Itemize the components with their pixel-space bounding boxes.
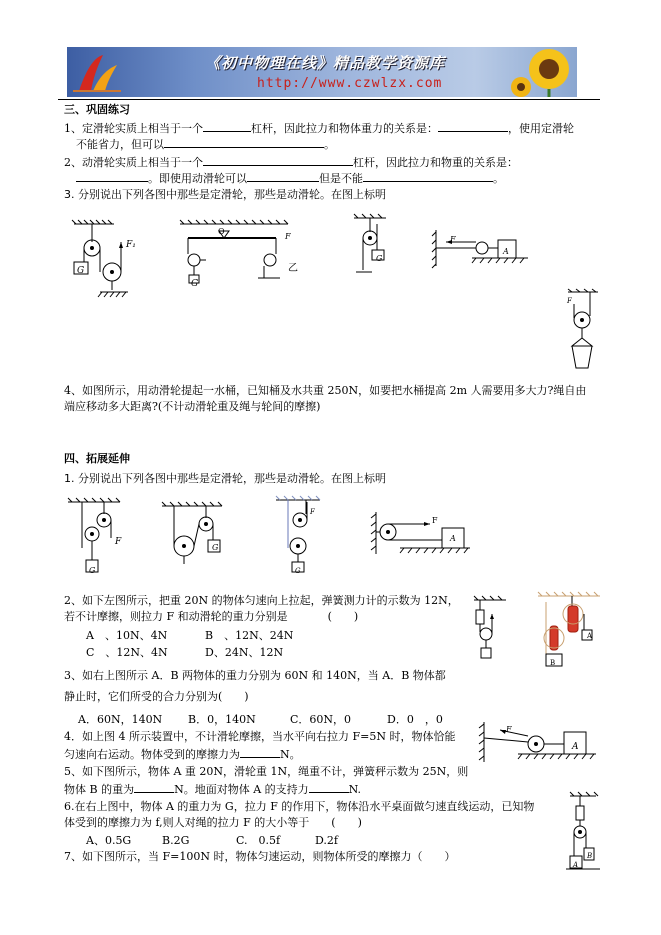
s4-q3-line1: 3、如右上图所示 A．B 两物体的重力分别为 60N 和 140N，当 A．B 物体都 <box>64 669 446 682</box>
s4-figure-2 <box>162 502 232 572</box>
s4-q3-optA: A．60N，140N <box>78 713 163 726</box>
s3-fig1-F1: F₁ <box>126 240 136 250</box>
s3-figure-1 <box>68 220 148 300</box>
s4-q6-line2: 体受到的摩擦力为 f,则人对绳的拉力 F 的大小等于 ( ) <box>64 816 362 829</box>
s3-fig2-yi: 乙 <box>288 263 298 274</box>
s4-q5-line1: 5、如下图所示，物体 A 重 20N，滑轮重 1N，绳重不计，弹簧秤示数为 25N，则 <box>64 765 469 778</box>
s3-q3: 3. 分别说出下列各图中那些是定滑轮，那些是动滑轮。在图上标明 <box>64 188 386 201</box>
header-rule <box>58 99 600 100</box>
q7-pulley-figure <box>566 792 602 872</box>
s4-q2-optB: B 、12N、24N <box>205 629 294 642</box>
ab-fig-B: B <box>550 659 556 667</box>
s4-fig4-A: A <box>450 534 456 543</box>
banner <box>67 47 577 97</box>
s3-figure-4 <box>432 230 532 270</box>
s4-figure-3 <box>276 496 326 576</box>
s3-q2-line1: 2、动滑轮实质上相当于一个 杠杆，因此拉力和物重的关系是： <box>64 156 518 169</box>
s3-fig2-F: F <box>285 232 291 241</box>
s4-q3-optC: C．60N，0 <box>290 713 352 726</box>
s4-q6-optC: C. 0.5f <box>236 834 281 847</box>
s4-q3-optB: B．0，140N <box>188 713 256 726</box>
banner-url[interactable]: http://www.czwlzx.com <box>257 76 443 91</box>
s3-fig3-G: G <box>376 254 383 263</box>
s4-q4-line1: 4．如上图 4 所示装置中，不计滑轮摩擦，当水平向右拉力 F=5N 时，物体恰能 <box>64 730 456 743</box>
fig4-friction-figure <box>478 722 598 767</box>
s4-q6-line1: 6.在右上图中，物体 A 的重力为 G，拉力 F 的作用下，物体沿水平桌面做匀速直线运动，已知物 <box>64 800 535 813</box>
ab-pulley-figure <box>536 592 606 672</box>
s4-fig4-F: F <box>432 516 438 525</box>
s4-fig3-F: F <box>310 508 315 516</box>
bucket-fig-F: F <box>567 297 572 305</box>
s3-fig1-G: G <box>77 266 85 276</box>
s3-fig2-O: O <box>218 227 225 236</box>
s4-fig2-G: G <box>212 543 219 552</box>
section4-heading: 四、拓展延伸 <box>64 452 130 465</box>
s4-q2-optC: C 、12N、4N <box>86 646 168 659</box>
s3-q4-line1: 4、如图所示，用动滑轮提起一水桶，已知桶及水共重 250N，如要把水桶提高 2m 人需要用多大力?绳自由 <box>64 384 587 397</box>
s3-fig4-A: A <box>503 247 509 256</box>
fig4-F: F <box>506 725 512 734</box>
s4-q6-optA: A、0.5G <box>86 834 132 847</box>
s4-q6-optB: B.2G <box>162 834 190 847</box>
spring-scale-figure <box>472 596 512 666</box>
s4-q5-line2: 物体 B 的重为 N。地面对物体 A 的支持力 N. <box>64 783 362 796</box>
ab-fig-A: A <box>587 632 593 640</box>
s3-q1-line2: 不能省力，但可以 。 <box>76 138 335 151</box>
s4-figure-1 <box>68 498 138 588</box>
banner-title: 《初中物理在线》精品教学资源库 <box>205 54 446 72</box>
s3-q4-line2: 端应移动多大距离?(不计动滑轮重及绳与轮间的摩擦) <box>64 400 321 413</box>
s4-fig1-F: F <box>115 537 122 547</box>
s3-fig2-G: G <box>191 279 199 289</box>
q7-fig-A: A <box>573 861 579 869</box>
s4-fig3-G: G <box>295 567 301 575</box>
s4-q4-line2: 匀速向右运动。物体受到的摩擦力为 N。 <box>64 748 301 761</box>
s4-q6-optD: D.2f <box>315 834 338 847</box>
s4-q2-line2: 若不计摩擦，则拉力 F 和动滑轮的重力分别是 ( ) <box>64 610 359 623</box>
s4-q3-line2: 静止时，它们所受的合力分别为( ) <box>64 690 249 703</box>
s4-q3-optD: D．0 ，0 <box>387 713 443 726</box>
s3-q1-line1: 1、定滑轮实质上相当于一个 杠杆，因此拉力和物体重力的关系是： ，使用定滑轮 <box>64 122 574 135</box>
sunflower-icon <box>509 47 577 97</box>
s4-q2-optA: A 、10N、4N <box>86 629 168 642</box>
s4-fig1-G: G <box>89 566 96 575</box>
s4-q1: 1. 分别说出下列各图中那些是定滑轮，那些是动滑轮。在图上标明 <box>64 472 386 485</box>
s3-fig4-F: F <box>450 235 456 244</box>
q7-fig-B: B <box>587 852 593 860</box>
s3-q2-line2: 。即使用动滑轮可以 但是不能 。 <box>76 170 504 186</box>
section3-heading: 三、巩固练习 <box>64 103 130 116</box>
fig4-A: A <box>572 742 579 752</box>
banner-logo-icon <box>67 47 127 97</box>
s3-figure-3 <box>350 214 400 274</box>
s4-q7: 7、如下图所示，当 F=100N 时，物体匀速运动，则物体所受的摩擦力（ ） <box>64 850 456 863</box>
s4-q2-optD: D、24N、12N <box>205 646 284 659</box>
s4-q2-line1: 2、如下左图所示，把重 20N 的物体匀速向上拉起，弹簧测力计的示数为 12N， <box>64 594 459 607</box>
